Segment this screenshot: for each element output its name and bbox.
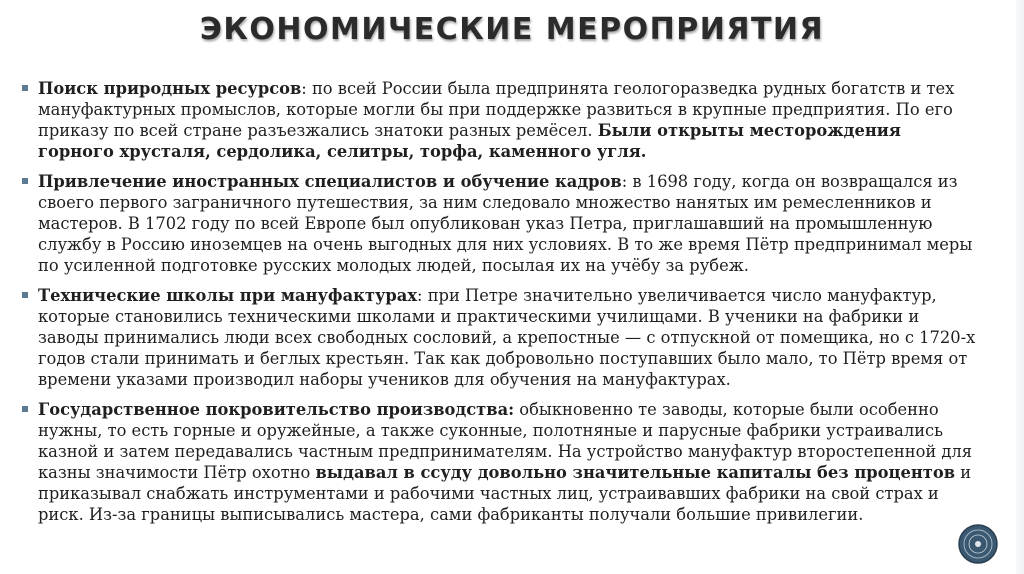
bullet-item-resources xyxy=(22,78,982,162)
bullet-text: : в 1698 году, когда он возвращался из своего первого заграничного путешествия, за ним следовало множество нанятых им ремесленников и мастеров. В 1702 году по всей Европе был опубликован указ Петра, приглашавший на промышленную службу в Россию иноземцев на очень выгодных для них условиях. В то же время Пётр предпринимал меры по усиленной подготовке русских молодых людей, посылая их на учёбу за рубеж. xyxy=(38,172,973,275)
bullet-heading: Государственное покровительство производства: xyxy=(38,400,515,419)
bullet-square-icon xyxy=(22,292,28,298)
bullet-square-icon xyxy=(22,178,28,184)
bullet-item-schools xyxy=(22,285,982,390)
bullet-text: : при Петре значительно увеличивается число мануфактур, которые становились техническими школами и практическими училищами. В ученики на фабрики и заводы принимались люди всех свободных сословий, а крепостные — с отпускной от помещика, но с 1720-х годов стали принимать и беглых крестьян. Так как добровольно поступавших было мало, то Пётр время от времени указами производил наборы учеников для обучения на мануфактурах. xyxy=(38,286,976,389)
slide-title: ЭКОНОМИЧЕСКИЕ МЕРОПРИЯТИЯ xyxy=(199,12,825,47)
bullet-square-icon xyxy=(22,406,28,412)
right-edge-decoration xyxy=(1016,0,1024,574)
bullet-heading: Привлечение иностранных специалистов и обучение кадров xyxy=(38,172,622,191)
bullet-heading: Поиск природных ресурсов xyxy=(38,79,302,98)
slide-content xyxy=(22,78,982,534)
bullet-item-state-support xyxy=(22,399,982,525)
bullet-text: обыкновенно те заводы, которые были особенно нужны, то есть горные и оружейные, а также суконные, полотняные и парусные фабрики устраивались казной и затем передавались частным предпринимателям. На устройство мануфактур второстепенной для казны значимости Пётр охотно xyxy=(38,400,973,482)
bullet-item-specialists xyxy=(22,171,982,276)
bullet-square-icon xyxy=(22,85,28,91)
bullet-text: : по всей России была предпринята геологоразведка рудных богатств и тех мануфактурных промыслов, которые могли бы при поддержке развиться в крупные предприятия. По его приказу по всей стране разъезжались знатоки разных ремёсел. xyxy=(38,79,955,140)
circle-logo-icon xyxy=(957,523,999,565)
bullet-heading: Технические школы при мануфактурах xyxy=(38,286,418,305)
bullet-text-continued: и приказывал снабжать инструментами и рабочими частных лиц, устраивавших фабрики на свой страх и риск. Из-за границы выписывались мастера, сами фабриканты получали большие привилегии. xyxy=(38,463,972,524)
bullet-bold-text: Были открыты месторождения горного хрусталя, сердолика, селитры, торфа, каменного угля. xyxy=(38,121,901,161)
bullet-bold-text: выдавал в ссуду довольно значительные капиталы без процентов xyxy=(315,463,956,482)
